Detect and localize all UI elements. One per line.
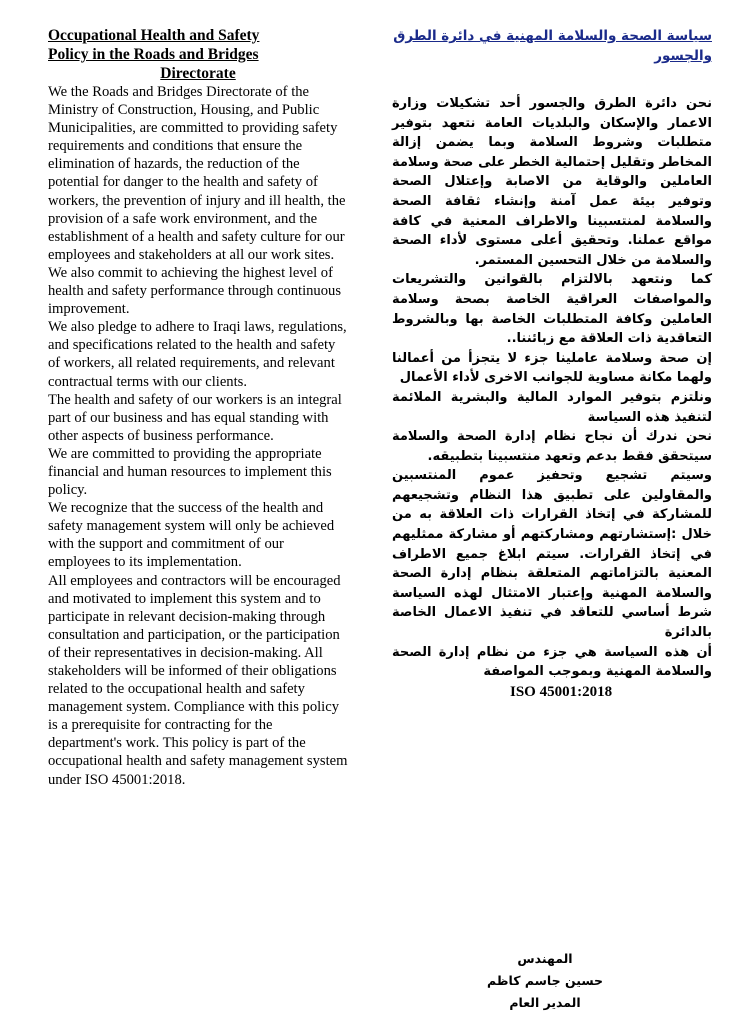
arabic-paragraph-resources: ونلتزم بتوفير الموارد المالية والبشرية الملائمة لتنفيذ هذه السياسة [392, 389, 712, 425]
arabic-title: سياسة الصحة والسلامة المهنية في دائرة الطرق والجسور [393, 28, 712, 64]
english-body [48, 83, 348, 789]
english-title-line-2: Policy in the Roads and Bridges [48, 46, 259, 63]
arabic-paragraph-participation: وسيتم تشجيع وتحفيز عموم المنتسبين والمقاولين على تطبيق هذا النظام وتشجيعهم للمشاركة في إتخاذ القرارات ذات العلاقة به من خلال :إستشارتهم ومشاركتهم أو مشاركة ممثليهم في إتخاذ القرارات. سيتم ابلاغ جميع الاطراف المعنية بالتزاماتهم المتعلقة بنظام إدارة الصحة والسلامة المهنية وإعتبار الامتثال لهذه السياسة شرط أساسي للتعاقد في تنفيذ الاعمال الخاصة بالدائرة [392, 468, 712, 641]
arabic-column [392, 26, 712, 702]
arabic-paragraph-iso: أن هذه السياسة هي جزء من نظام إدارة الصحة والسلامة المهنية وبموجب المواصفة [392, 644, 712, 680]
english-paragraph-integral: The health and safety of our workers is an integral part of our business and has equal standing with other aspects of business performance. [48, 391, 342, 444]
arabic-paragraph-laws: كما ونتعهد بالالتزام بالقوانين والتشريعات والمواصفات العراقية الخاصة بصحة وسلامة العاملين وكافة المتطلبات الخاصة بها وبالشروط التعاقدية ذات العلاقة مع زبائننا.. [392, 272, 712, 347]
english-paragraph-commitment: We the Roads and Bridges Directorate of the Ministry of Construction, Housing, and Public Municipalities, are committed to providing safety requirements and conditions that ensure the elimination of hazards, the reduction of the potential for danger to the health and safety of workers, the prevention of injury and ill health, the provision of a safe work environment, and the establishment of a health and safety culture for our employees and stakeholders at all our work sites. We also commit to achieving the highest level of health and safety performance through continuous improvement. [48, 84, 346, 318]
arabic-paragraph-success: نحن ندرك أن نجاح نظام إدارة الصحة والسلامة سيتحقق فقط بدعم وتعهد منتسبينا بتطبيقه. [392, 429, 712, 464]
arabic-iso-standard: ISO 45001:2018 [510, 683, 613, 700]
arabic-paragraph-integral: إن صحة وسلامة عاملينا جزء لا يتجزأ من أعمالنا ولهما مكانة مساوية للجوانب الاخرى لأداء الأعمال [392, 350, 712, 386]
english-column [48, 26, 348, 789]
english-paragraph-participation: All employees and contractors will be encouraged and motivated to implement this system and to participate in relevant decision-making through consultation and participation, or the participation of their representatives in decision-making. All stakeholders will be informed of their obligations related to the occupational health and safety management system. Compliance with this policy is a prerequisite for contracting for the department's work. This policy is part of the occupational health and safety management system under ISO 45001:2018. [48, 572, 348, 788]
english-paragraph-success: We recognize that the success of the health and safety management system will only be achieved with the support and commitment of our employees to its implementation. [48, 500, 335, 571]
signature-title: المهندس [517, 951, 573, 966]
signature-position: المدير العام [509, 995, 581, 1010]
english-title [48, 26, 348, 83]
english-title-line-3: Directorate [160, 65, 236, 82]
english-paragraph-laws: We also pledge to adhere to Iraqi laws, regulations, and specifications related to the health and safety of workers, all related requirements, and relevant contractual terms with our clients. [48, 319, 347, 390]
english-paragraph-resources: We are committed to providing the appropriate financial and human resources to implement this policy. [48, 445, 332, 499]
english-title-line-1: Occupational Health and Safety [48, 27, 260, 44]
signature-name: حسين جاسم كاظم [486, 973, 604, 988]
arabic-paragraph-commitment: نحن دائرة الطرق والجسور أحد تشكيلات وزارة الاعمار والإسكان والبلديات العامة نتعهد بتوفير متطلبات وشروط السلامة وبما يضمن إزالة المخاطر وتقليل إحتمالية الخطر على صحة وسلامة العاملين والوقاية من الاصابة وإعتلال الصحة وتوفير بيئة عمل آمنة وإنشاء ثقافة الصحة والسلامة لمنتسبينا والاطراف المعنية في كافة مواقع عملنا. وتحقيق أعلى مستوى لأداء الصحة والسلامة من خلال التحسين المستمر. [392, 96, 712, 268]
signature-block [470, 948, 620, 1014]
